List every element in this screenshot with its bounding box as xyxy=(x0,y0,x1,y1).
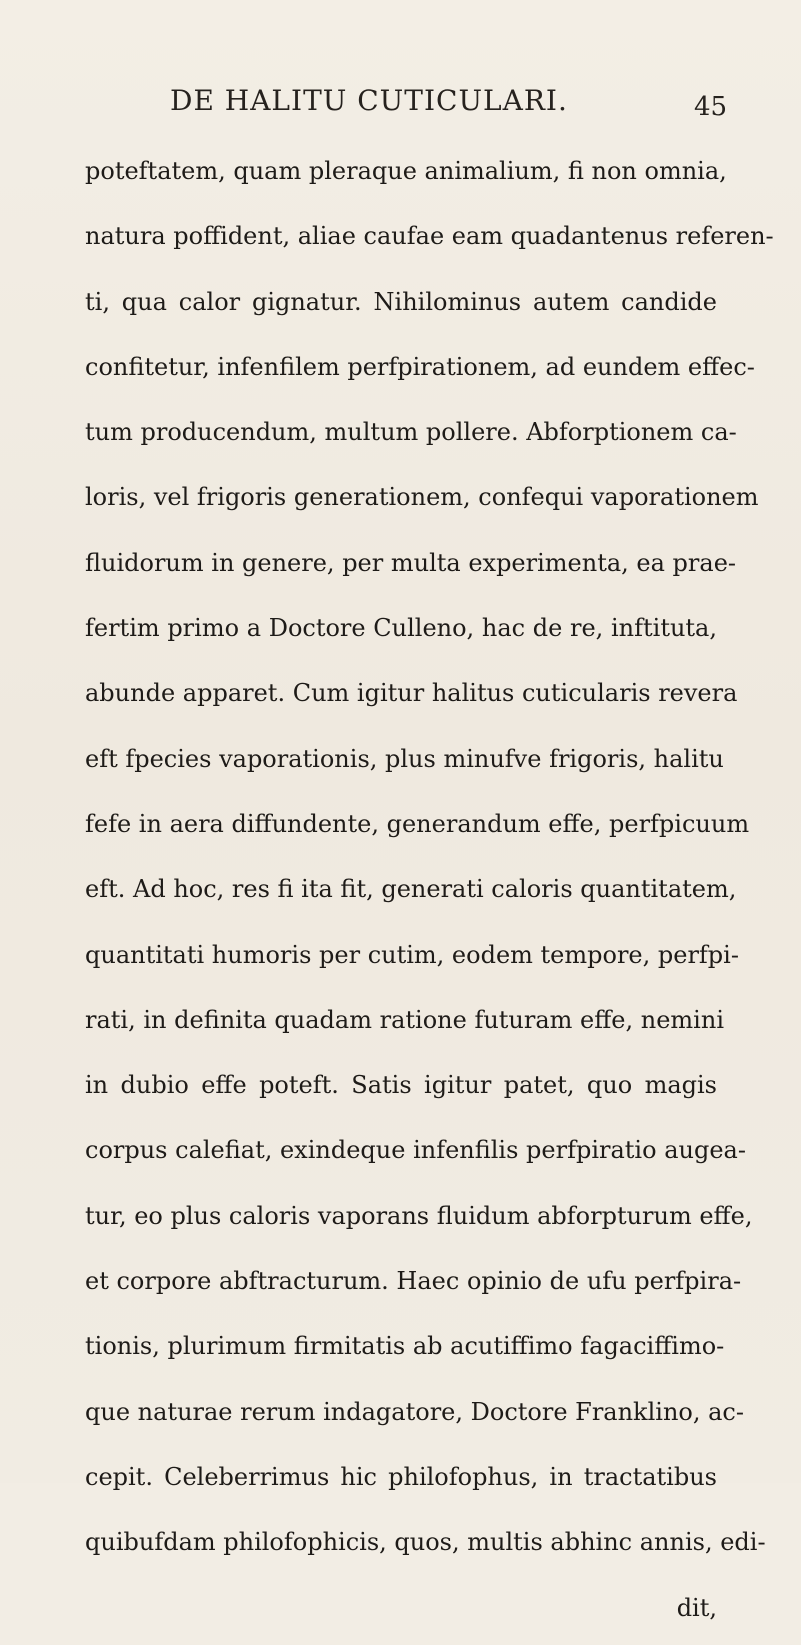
page-header xyxy=(0,84,801,124)
text-line: tionis, plurimum firmitatis ab acutiffimo fagaciffimo- xyxy=(85,1332,725,1361)
body-text xyxy=(85,143,774,1645)
text-line: eft. Ad hoc, res fi ita fit, generati caloris quantitatem, xyxy=(85,875,737,904)
text-line: in dubio effe poteft. Satis igitur patet, quo magis xyxy=(85,1071,717,1100)
text-line: ti, qua calor gignatur. Nihilominus autem candide xyxy=(85,287,717,316)
text-line: que naturae rerum indagatore, Doctore Franklino, ac- xyxy=(85,1397,744,1426)
text-line: quantitati humoris per cutim, eodem tempore, perfpi- xyxy=(85,940,739,969)
text-line: cepit. Celeberrimus hic philofophus, in tractatibus xyxy=(85,1462,717,1491)
running-title: DE HALITU CUTICULARI. xyxy=(170,84,568,117)
text-line: tum producendum, multum pollere. Abforptionem ca- xyxy=(85,418,737,447)
text-line: confitetur, infenfilem perfpirationem, ad eundem effec- xyxy=(85,352,755,381)
text-line: rati, in definita quadam ratione futuram effe, nemini xyxy=(85,1005,724,1034)
text-line: fluidorum in genere, per multa experimenta, ea prae- xyxy=(85,548,737,577)
text-line: eft fpecies vaporationis, plus minufve frigoris, halitu xyxy=(85,744,724,773)
text-line: corpus calefiat, exindeque infenfilis perfpiratio augea- xyxy=(85,1136,746,1165)
page-number: 45 xyxy=(694,92,728,122)
text-line: loris, vel frigoris generationem, confequi vaporationem xyxy=(85,483,759,512)
text-line: abunde apparet. Cum igitur halitus cuticularis revera xyxy=(85,679,738,708)
catchword: dit, xyxy=(676,1593,717,1622)
text-line: et corpore abftracturum. Haec opinio de ufu perfpira- xyxy=(85,1267,742,1296)
text-line: poteftatem, quam pleraque animalium, fi non omnia, xyxy=(85,157,727,185)
text-line: fefe in aera diffundente, generandum effe, perfpicuum xyxy=(85,809,750,838)
text-line: tur, eo plus caloris vaporans fluidum abforpturum effe, xyxy=(85,1201,753,1230)
text-line: quibufdam philofophicis, quos, multis abhinc annis, edi- xyxy=(85,1528,766,1557)
text-line: fertim primo a Doctore Culleno, hac de re, inftituta, xyxy=(85,614,717,643)
text-line: natura poffident, aliae caufae eam quadantenus referen- xyxy=(85,222,774,251)
